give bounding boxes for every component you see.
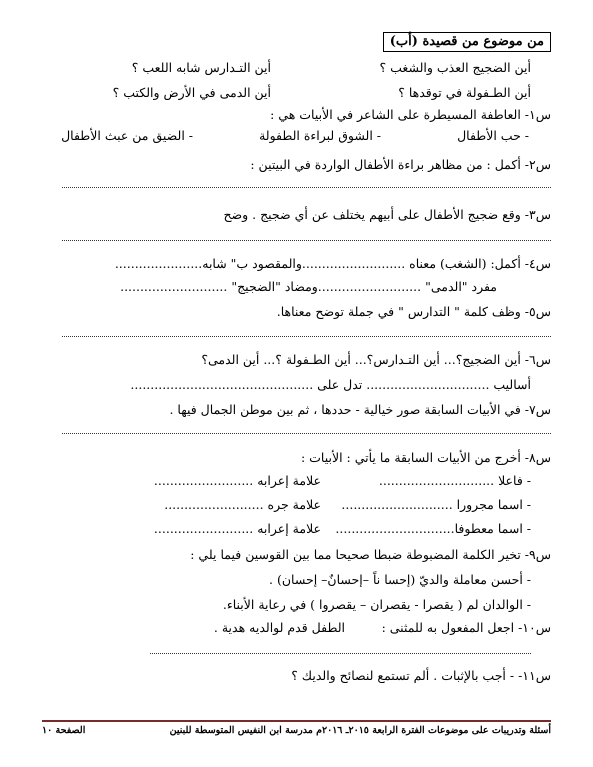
answer-line	[62, 336, 551, 337]
q8-item-1-sign: علامة إعرابه .........................	[153, 473, 321, 488]
question-10: س١٠- اجعل المفعول به للمثنى :	[381, 620, 551, 635]
poem-line-2b: أين الدمى في الأرض والكتب ؟	[112, 85, 271, 100]
q1-option-1: - حب الأطفال	[457, 128, 529, 143]
question-3: س٣- وقع ضجيج الأطفال على أبيهم يختلف عن أي ضجيج . وضح	[223, 207, 551, 222]
poem-line-1a: أين الضجيج العذب والشغب ؟	[379, 60, 531, 75]
question-2: س٢- أكمل : من مظاهر براءة الأطفال الواردة في البيتين :	[250, 157, 551, 172]
q9-item-a: - أحسن معاملة والديّ (إحسا ناً –إحسانٌ– إحسان) .	[269, 572, 531, 587]
question-5: س٥- وظف كلمة " التدارس " في جملة توضح معناها.	[276, 304, 551, 319]
q1-option-3: - الضيق من عبث الأطفال	[61, 128, 193, 143]
poem-line-1b: أين التـدارس شابه اللعب ؟	[131, 60, 271, 75]
question-7: س٧- في الأبيات السابقة صور خيالية - حددها ، ثم بين موطن الجمال فيها .	[169, 402, 551, 417]
q8-item-2: - اسما مجرورا ............................	[341, 497, 531, 512]
q1-option-2: - الشوق لبراءة الطفولة	[259, 128, 381, 143]
question-1: س١- العاطفة المسيطرة على الشاعر في الأبيات هي :	[270, 107, 551, 122]
question-11: س١١- - أجب بالإثبات . ألم تستمع لنصائح والديك ؟	[291, 668, 551, 683]
question-6: س٦- أين الضجيج؟... أين التـدارس؟... أين الطـفولة ؟... أين الدمى؟	[201, 352, 551, 367]
question-6-sub: أساليب ............................... تدل على ..............................................	[130, 377, 531, 392]
footer-page-number: الصفحة ١٠	[42, 725, 86, 736]
q8-item-2-sign: علامة جره .........................	[164, 497, 321, 512]
question-9: س٩- تخير الكلمة المضبوطة ضبطا صحيحا مما بين القوسين فيما يلي :	[190, 547, 551, 562]
footer-school-info: أسئلة وتدريبات على موضوعات الفترة الرابعة ٢٠١٥ـ ٢٠١٦م مدرسة ابن النفيس المتوسطة للبنين	[169, 725, 551, 736]
answer-line	[62, 240, 551, 241]
answer-line	[62, 187, 551, 188]
poem-line-2a: أين الطـفولة في توقدها ؟	[398, 85, 531, 100]
question-8: س٨- أخرج من الأبيات السابقة ما يأتي : الأبيات :	[300, 450, 551, 465]
question-4-a: س٤- أكمل: (الشغب) معناه ..........................والمقصود ب" شابه......................	[114, 256, 551, 271]
answer-line	[62, 433, 551, 434]
page-title: من موضوع من قصيدة (أب)	[383, 32, 551, 52]
footer-rule	[42, 720, 551, 722]
q9-item-b: - الوالدان لم ( يقصرا - يقصران – يقصروا ) في رعاية الأبناء.	[222, 597, 531, 612]
q8-item-3: - اسما معطوفا..............................	[335, 521, 531, 536]
answer-line	[150, 653, 531, 654]
question-10-sentence: الطفل قدم لوالديه هدية .	[213, 620, 345, 635]
q8-item-1: - فاعلا .............................	[378, 473, 531, 488]
question-4-b: مفرد "الدمى" ..........................ومضاد "الضجيج" ...........................	[120, 279, 497, 294]
q8-item-3-sign: علامة إعرابه .........................	[153, 521, 321, 536]
